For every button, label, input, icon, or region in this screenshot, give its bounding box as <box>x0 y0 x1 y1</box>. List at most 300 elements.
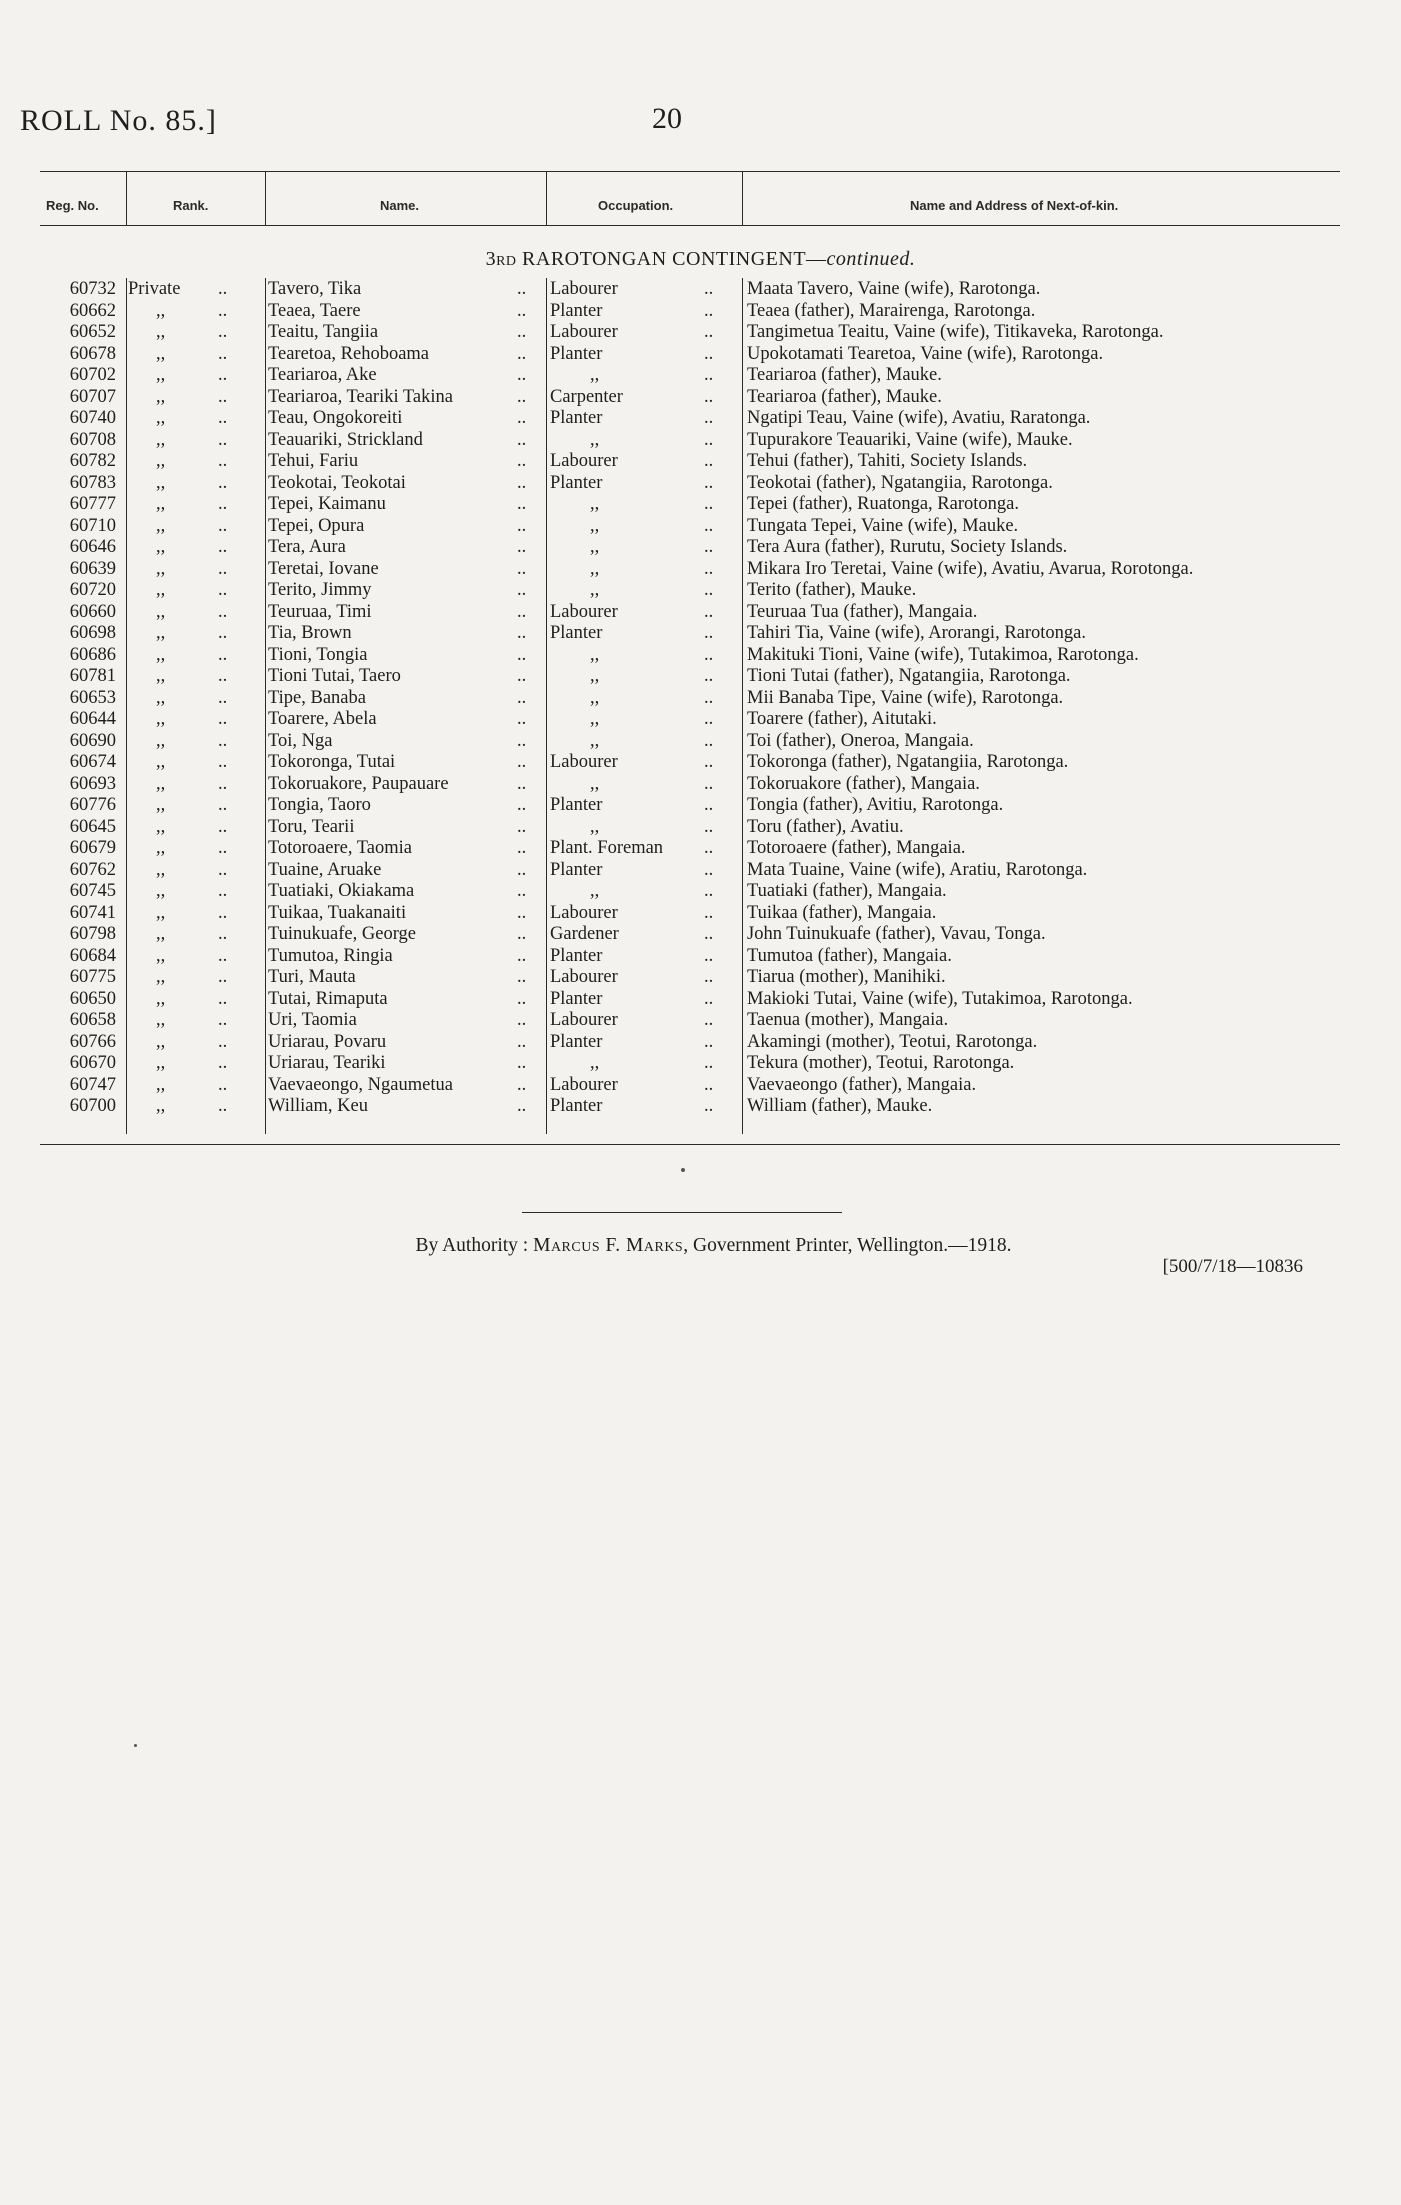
name-cell: Totoroaere, Taomia <box>268 838 412 858</box>
reg-no-cell: 60690 <box>69 730 116 751</box>
leader-dots: .. <box>218 343 228 364</box>
leader-dots: .. <box>218 279 228 299</box>
occupation-cell: ,, <box>590 709 600 729</box>
occupation-cell: Labourer <box>550 1010 618 1030</box>
rank-cell: ,, <box>156 343 166 364</box>
rank-cell: ,, <box>156 644 166 665</box>
leader-dots: .. <box>704 1010 714 1030</box>
leader-dots: .. <box>704 472 714 493</box>
rank-cell: ,, <box>156 1010 166 1030</box>
occupation-cell: ,, <box>590 365 600 385</box>
rank-cell: ,, <box>156 451 166 471</box>
name-cell: Tioni Tutai, Taero <box>268 666 401 686</box>
table-row <box>0 344 1401 366</box>
leader-dots: .. <box>218 967 228 987</box>
table-row <box>0 924 1401 946</box>
leader-dots: .. <box>218 902 228 923</box>
occupation-cell: ,, <box>590 1053 600 1073</box>
occupation-cell: ,, <box>590 515 600 536</box>
leader-dots: .. <box>218 408 228 428</box>
leader-dots: .. <box>517 1053 527 1073</box>
name-cell: Tuatiaki, Okiakama <box>268 881 415 901</box>
leader-dots: .. <box>517 752 527 772</box>
leader-dots: .. <box>218 988 228 1009</box>
occupation-cell: Planter <box>550 300 603 321</box>
section-prefix-small: RD <box>496 254 517 269</box>
leader-dots: .. <box>704 945 714 966</box>
occupation-cell: Planter <box>550 472 603 493</box>
leader-dots: .. <box>704 279 714 299</box>
leader-dots: .. <box>517 429 527 450</box>
reg-no-cell: 60652 <box>69 322 116 342</box>
leader-dots: .. <box>218 924 228 944</box>
table-bottom-rule <box>40 1144 1340 1145</box>
next-of-kin-cell: Tehui (father), Tahiti, Society Islands. <box>747 451 1028 471</box>
table-row <box>0 623 1401 645</box>
occupation-cell: ,, <box>590 816 600 837</box>
name-cell: Terito, Jimmy <box>268 580 372 600</box>
rank-cell: ,, <box>156 709 166 729</box>
leader-dots: .. <box>704 386 714 407</box>
table-row <box>0 1010 1401 1032</box>
next-of-kin-cell: Makituki Tioni, Vaine (wife), Tutakimoa, Rarotonga. <box>747 644 1139 665</box>
reg-no-cell: 60658 <box>69 1010 116 1030</box>
footer-rule <box>522 1212 842 1213</box>
leader-dots: .. <box>218 601 228 622</box>
authority-line <box>0 1235 1401 1257</box>
next-of-kin-cell: Taenua (mother), Mangaia. <box>747 1010 949 1030</box>
leader-dots: .. <box>704 666 714 686</box>
leader-dots: .. <box>218 429 228 450</box>
name-cell: Tokoruakore, Paupauare <box>268 773 449 794</box>
next-of-kin-cell: Tokoronga (father), Ngatangiia, Rarotonga. <box>747 752 1069 772</box>
leader-dots: .. <box>517 666 527 686</box>
reg-no-cell: 60732 <box>69 279 116 299</box>
leader-dots: .. <box>218 1096 228 1116</box>
name-cell: Tuaine, Aruake <box>268 859 382 880</box>
rank-cell: ,, <box>156 1074 166 1095</box>
authority-prefix: By Authority : <box>415 1235 529 1256</box>
leader-dots: .. <box>218 709 228 729</box>
table-row <box>0 580 1401 602</box>
occupation-cell: ,, <box>590 730 600 751</box>
table-row <box>0 559 1401 581</box>
occupation-cell: Labourer <box>550 322 618 342</box>
next-of-kin-cell: Teariaroa (father), Mauke. <box>747 365 942 385</box>
leader-dots: .. <box>517 343 527 364</box>
table-row <box>0 1032 1401 1054</box>
name-cell: Tavero, Tika <box>268 279 362 299</box>
occupation-cell: Carpenter <box>550 386 623 407</box>
leader-dots: .. <box>704 1096 714 1116</box>
leader-dots: .. <box>704 623 714 643</box>
next-of-kin-cell: Tongia (father), Avitiu, Rarotonga. <box>747 795 1004 815</box>
table-row <box>0 387 1401 409</box>
leader-dots: .. <box>517 580 527 600</box>
leader-dots: .. <box>704 408 714 428</box>
occupation-cell: ,, <box>590 773 600 794</box>
name-cell: Tepei, Kaimanu <box>268 494 386 514</box>
name-cell: Tumutoa, Ringia <box>268 945 393 966</box>
name-cell: Tongia, Taoro <box>268 795 371 815</box>
table-row <box>0 989 1401 1011</box>
rank-cell: ,, <box>156 666 166 686</box>
next-of-kin-cell: Toarere (father), Aitutaki. <box>747 709 937 729</box>
leader-dots: .. <box>218 386 228 407</box>
header-top-rule <box>40 171 1340 172</box>
leader-dots: .. <box>704 709 714 729</box>
table-row <box>0 838 1401 860</box>
next-of-kin-cell: Akamingi (mother), Teotui, Rarotonga. <box>747 1031 1038 1052</box>
rank-cell: ,, <box>156 816 166 837</box>
next-of-kin-cell: Totoroaere (father), Mangaia. <box>747 838 966 858</box>
occupation-cell: ,, <box>590 644 600 665</box>
next-of-kin-cell: Vaevaeongo (father), Mangaia. <box>747 1074 977 1095</box>
name-cell: Tuinukuafe, George <box>268 924 416 944</box>
leader-dots: .. <box>517 644 527 665</box>
rank-cell: ,, <box>156 386 166 407</box>
name-cell: Teuruaa, Timi <box>268 601 372 622</box>
leader-dots: .. <box>517 816 527 837</box>
section-prefix: 3 <box>485 248 497 270</box>
table-row <box>0 408 1401 430</box>
name-cell: Tearetoa, Rehoboama <box>268 343 430 364</box>
leader-dots: .. <box>218 558 228 579</box>
reg-no-cell: 60653 <box>69 687 116 708</box>
table-row <box>0 451 1401 473</box>
occupation-cell: ,, <box>590 494 600 514</box>
rank-cell: ,, <box>156 472 166 493</box>
reg-no-cell: 60777 <box>69 494 116 514</box>
name-cell: Teau, Ongokoreiti <box>268 408 403 428</box>
leader-dots: .. <box>218 730 228 751</box>
next-of-kin-cell: Teariaroa (father), Mauke. <box>747 386 942 407</box>
leader-dots: .. <box>218 752 228 772</box>
table-row <box>0 731 1401 753</box>
next-of-kin-cell: Tokoruakore (father), Mangaia. <box>747 773 980 794</box>
rank-cell: ,, <box>156 580 166 600</box>
table-row <box>0 494 1401 516</box>
ink-mark <box>134 1744 137 1747</box>
table-row <box>0 279 1401 301</box>
reg-no-cell: 60762 <box>69 859 116 880</box>
leader-dots: .. <box>704 902 714 923</box>
leader-dots: .. <box>704 300 714 321</box>
rank-cell: ,, <box>156 881 166 901</box>
leader-dots: .. <box>517 494 527 514</box>
leader-dots: .. <box>218 644 228 665</box>
leader-dots: .. <box>704 1031 714 1052</box>
leader-dots: .. <box>704 687 714 708</box>
rank-cell: ,, <box>156 515 166 536</box>
leader-dots: .. <box>218 945 228 966</box>
leader-dots: .. <box>704 967 714 987</box>
leader-dots: .. <box>517 558 527 579</box>
column-separator <box>546 171 547 226</box>
occupation-cell: Labourer <box>550 752 618 772</box>
leader-dots: .. <box>704 429 714 450</box>
next-of-kin-cell: Ngatipi Teau, Vaine (wife), Avatiu, Raratonga. <box>747 408 1091 428</box>
leader-dots: .. <box>517 408 527 428</box>
reg-no-cell: 60670 <box>69 1053 116 1073</box>
leader-dots: .. <box>704 881 714 901</box>
leader-dots: .. <box>218 838 228 858</box>
leader-dots: .. <box>517 838 527 858</box>
reg-no-cell: 60707 <box>69 386 116 407</box>
leader-dots: .. <box>704 838 714 858</box>
leader-dots: .. <box>517 322 527 342</box>
leader-dots: .. <box>517 1096 527 1116</box>
name-cell: Turi, Mauta <box>268 967 356 987</box>
reg-no-cell: 60678 <box>69 343 116 364</box>
table-row <box>0 473 1401 495</box>
next-of-kin-cell: Tekura (mother), Teotui, Rarotonga. <box>747 1053 1015 1073</box>
leader-dots: .. <box>704 924 714 944</box>
reg-no-cell: 60700 <box>69 1096 116 1116</box>
leader-dots: .. <box>517 730 527 751</box>
reg-no-cell: 60660 <box>69 601 116 622</box>
table-row <box>0 1096 1401 1118</box>
reg-no-cell: 60782 <box>69 451 116 471</box>
next-of-kin-cell: Tiarua (mother), Manihiki. <box>747 967 946 987</box>
column-header-name: Name. <box>380 198 420 213</box>
occupation-cell: Labourer <box>550 451 618 471</box>
name-cell: William, Keu <box>268 1096 368 1116</box>
column-header-next-of-kin: Name and Address of Next-of-kin. <box>910 198 1119 213</box>
next-of-kin-cell: Terito (father), Mauke. <box>747 580 917 600</box>
name-cell: Teaea, Taere <box>268 300 361 321</box>
leader-dots: .. <box>704 730 714 751</box>
reg-no-cell: 60741 <box>69 902 116 923</box>
leader-dots: .. <box>517 300 527 321</box>
column-separator <box>126 171 127 226</box>
leader-dots: .. <box>704 644 714 665</box>
leader-dots: .. <box>517 472 527 493</box>
rank-cell: ,, <box>156 988 166 1009</box>
leader-dots: .. <box>704 365 714 385</box>
name-cell: Toarere, Abela <box>268 709 377 729</box>
reg-no-cell: 60693 <box>69 773 116 794</box>
column-separator <box>265 171 266 226</box>
reg-no-cell: 60710 <box>69 515 116 536</box>
rank-cell: ,, <box>156 408 166 428</box>
leader-dots: .. <box>704 1053 714 1073</box>
occupation-cell: Planter <box>550 988 603 1009</box>
leader-dots: .. <box>218 881 228 901</box>
reg-no-cell: 60766 <box>69 1031 116 1052</box>
reg-no-cell: 60776 <box>69 795 116 815</box>
next-of-kin-cell: Tangimetua Teaitu, Vaine (wife), Titikaveka, Rarotonga. <box>747 322 1164 342</box>
next-of-kin-cell: Tera Aura (father), Rurutu, Society Islands. <box>747 537 1068 557</box>
rank-cell: ,, <box>156 322 166 342</box>
rank-cell: ,, <box>156 902 166 923</box>
table-row <box>0 365 1401 387</box>
table-header <box>0 186 1401 226</box>
name-cell: Teariaroa, Teariki Takina <box>268 386 453 407</box>
table-row <box>0 602 1401 624</box>
rank-cell: ,, <box>156 924 166 944</box>
leader-dots: .. <box>218 1010 228 1030</box>
table-row <box>0 645 1401 667</box>
leader-dots: .. <box>517 386 527 407</box>
occupation-cell: Labourer <box>550 902 618 923</box>
occupation-cell: Gardener <box>550 924 619 944</box>
leader-dots: .. <box>704 515 714 536</box>
reg-no-cell: 60708 <box>69 429 116 450</box>
next-of-kin-cell: Tioni Tutai (father), Ngatangiia, Rarotonga. <box>747 666 1071 686</box>
column-header-occupation: Occupation. <box>598 198 674 213</box>
reg-no-cell: 60781 <box>69 666 116 686</box>
reg-no-cell: 60639 <box>69 558 116 579</box>
section-continued: continued. <box>826 248 916 270</box>
rank-cell: ,, <box>156 1053 166 1073</box>
occupation-cell: ,, <box>590 429 600 450</box>
leader-dots: .. <box>218 773 228 794</box>
leader-dots: .. <box>517 795 527 815</box>
rank-cell: Private <box>128 279 181 299</box>
rank-cell: ,, <box>156 795 166 815</box>
leader-dots: .. <box>218 300 228 321</box>
next-of-kin-cell: Teaea (father), Marairenga, Rarotonga. <box>747 300 1036 321</box>
rank-cell: ,, <box>156 1096 166 1116</box>
leader-dots: .. <box>517 709 527 729</box>
next-of-kin-cell: William (father), Mauke. <box>747 1096 933 1116</box>
reg-no-cell: 60646 <box>69 537 116 557</box>
name-cell: Tokoronga, Tutai <box>268 752 396 772</box>
name-cell: Tehui, Fariu <box>268 451 359 471</box>
rank-cell: ,, <box>156 838 166 858</box>
leader-dots: .. <box>218 1053 228 1073</box>
leader-dots: .. <box>218 816 228 837</box>
table-row <box>0 881 1401 903</box>
name-cell: Uriarau, Teariki <box>268 1053 386 1073</box>
rank-cell: ,, <box>156 365 166 385</box>
table-row <box>0 774 1401 796</box>
next-of-kin-cell: Mikara Iro Teretai, Vaine (wife), Avatiu, Avarua, Rorotonga. <box>747 558 1194 579</box>
reg-no-cell: 60702 <box>69 365 116 385</box>
leader-dots: .. <box>704 601 714 622</box>
printer-name: Marcus F. Marks <box>533 1235 684 1256</box>
name-cell: Tioni, Tongia <box>268 644 368 665</box>
leader-dots: .. <box>517 967 527 987</box>
table-row <box>0 795 1401 817</box>
leader-dots: .. <box>218 580 228 600</box>
leader-dots: .. <box>218 494 228 514</box>
leader-dots: .. <box>218 859 228 880</box>
next-of-kin-cell: Tuikaa (father), Mangaia. <box>747 902 937 923</box>
leader-dots: .. <box>218 687 228 708</box>
leader-dots: .. <box>218 472 228 493</box>
occupation-cell: Planter <box>550 1031 603 1052</box>
occupation-cell: Labourer <box>550 967 618 987</box>
rank-cell: ,, <box>156 494 166 514</box>
rank-cell: ,, <box>156 429 166 450</box>
leader-dots: .. <box>517 623 527 643</box>
rank-cell: ,, <box>156 1031 166 1052</box>
reg-no-cell: 60740 <box>69 408 116 428</box>
leader-dots: .. <box>218 451 228 471</box>
leader-dots: .. <box>704 988 714 1009</box>
leader-dots: .. <box>517 988 527 1009</box>
name-cell: Teauariki, Strickland <box>268 429 423 450</box>
rank-cell: ,, <box>156 300 166 321</box>
name-cell: Teaitu, Tangiia <box>268 322 379 342</box>
rank-cell: ,, <box>156 558 166 579</box>
section-heading <box>0 248 1401 271</box>
rank-cell: ,, <box>156 773 166 794</box>
occupation-cell: Planter <box>550 795 603 815</box>
leader-dots: .. <box>704 816 714 837</box>
name-cell: Tia, Brown <box>268 623 352 643</box>
occupation-cell: ,, <box>590 537 600 557</box>
reg-no-cell: 60645 <box>69 816 116 837</box>
leader-dots: .. <box>704 1074 714 1095</box>
leader-dots: .. <box>704 773 714 794</box>
leader-dots: .. <box>704 558 714 579</box>
table-row <box>0 946 1401 968</box>
leader-dots: .. <box>517 1074 527 1095</box>
name-cell: Uri, Taomia <box>268 1010 357 1030</box>
occupation-cell: Planter <box>550 859 603 880</box>
name-cell: Tera, Aura <box>268 537 346 557</box>
occupation-cell: Planter <box>550 408 603 428</box>
table-row <box>0 709 1401 731</box>
leader-dots: .. <box>517 451 527 471</box>
table-row <box>0 322 1401 344</box>
leader-dots: .. <box>517 279 527 299</box>
leader-dots: .. <box>704 580 714 600</box>
table-row <box>0 430 1401 452</box>
leader-dots: .. <box>218 1031 228 1052</box>
next-of-kin-cell: Mii Banaba Tipe, Vaine (wife), Rarotonga. <box>747 687 1064 708</box>
reg-no-cell: 60798 <box>69 924 116 944</box>
table-row <box>0 860 1401 882</box>
name-cell: Tipe, Banaba <box>268 687 366 708</box>
table-row <box>0 903 1401 925</box>
next-of-kin-cell: Makioki Tutai, Vaine (wife), Tutakimoa, Rarotonga. <box>747 988 1133 1009</box>
leader-dots: .. <box>218 623 228 643</box>
occupation-cell: Labourer <box>550 1074 618 1095</box>
reg-no-cell: 60650 <box>69 988 116 1009</box>
next-of-kin-cell: Tupurakore Teauariki, Vaine (wife), Mauke. <box>747 429 1073 450</box>
name-cell: Tepei, Opura <box>268 515 365 536</box>
table-row <box>0 688 1401 710</box>
reg-no-cell: 60747 <box>69 1074 116 1095</box>
leader-dots: .. <box>218 365 228 385</box>
leader-dots: .. <box>517 945 527 966</box>
rank-cell: ,, <box>156 623 166 643</box>
leader-dots: .. <box>218 666 228 686</box>
roll-label: ROLL No. 85.] <box>20 104 217 137</box>
reg-no-cell: 60775 <box>69 967 116 987</box>
leader-dots: .. <box>704 322 714 342</box>
next-of-kin-cell: Mata Tuaine, Vaine (wife), Aratiu, Rarotonga. <box>747 859 1088 880</box>
leader-dots: .. <box>517 902 527 923</box>
leader-dots: .. <box>517 773 527 794</box>
name-cell: Vaevaeongo, Ngaumetua <box>268 1074 453 1095</box>
name-cell: Tutai, Rimaputa <box>268 988 388 1009</box>
rank-cell: ,, <box>156 859 166 880</box>
leader-dots: .. <box>218 1074 228 1095</box>
leader-dots: .. <box>704 752 714 772</box>
occupation-cell: ,, <box>590 666 600 686</box>
leader-dots: .. <box>517 1010 527 1030</box>
next-of-kin-cell: Upokotamati Tearetoa, Vaine (wife), Rarotonga. <box>747 343 1104 364</box>
next-of-kin-cell: Toi (father), Oneroa, Mangaia. <box>747 730 974 751</box>
reg-no-cell: 60684 <box>69 945 116 966</box>
leader-dots: .. <box>517 515 527 536</box>
occupation-cell: Labourer <box>550 279 618 299</box>
